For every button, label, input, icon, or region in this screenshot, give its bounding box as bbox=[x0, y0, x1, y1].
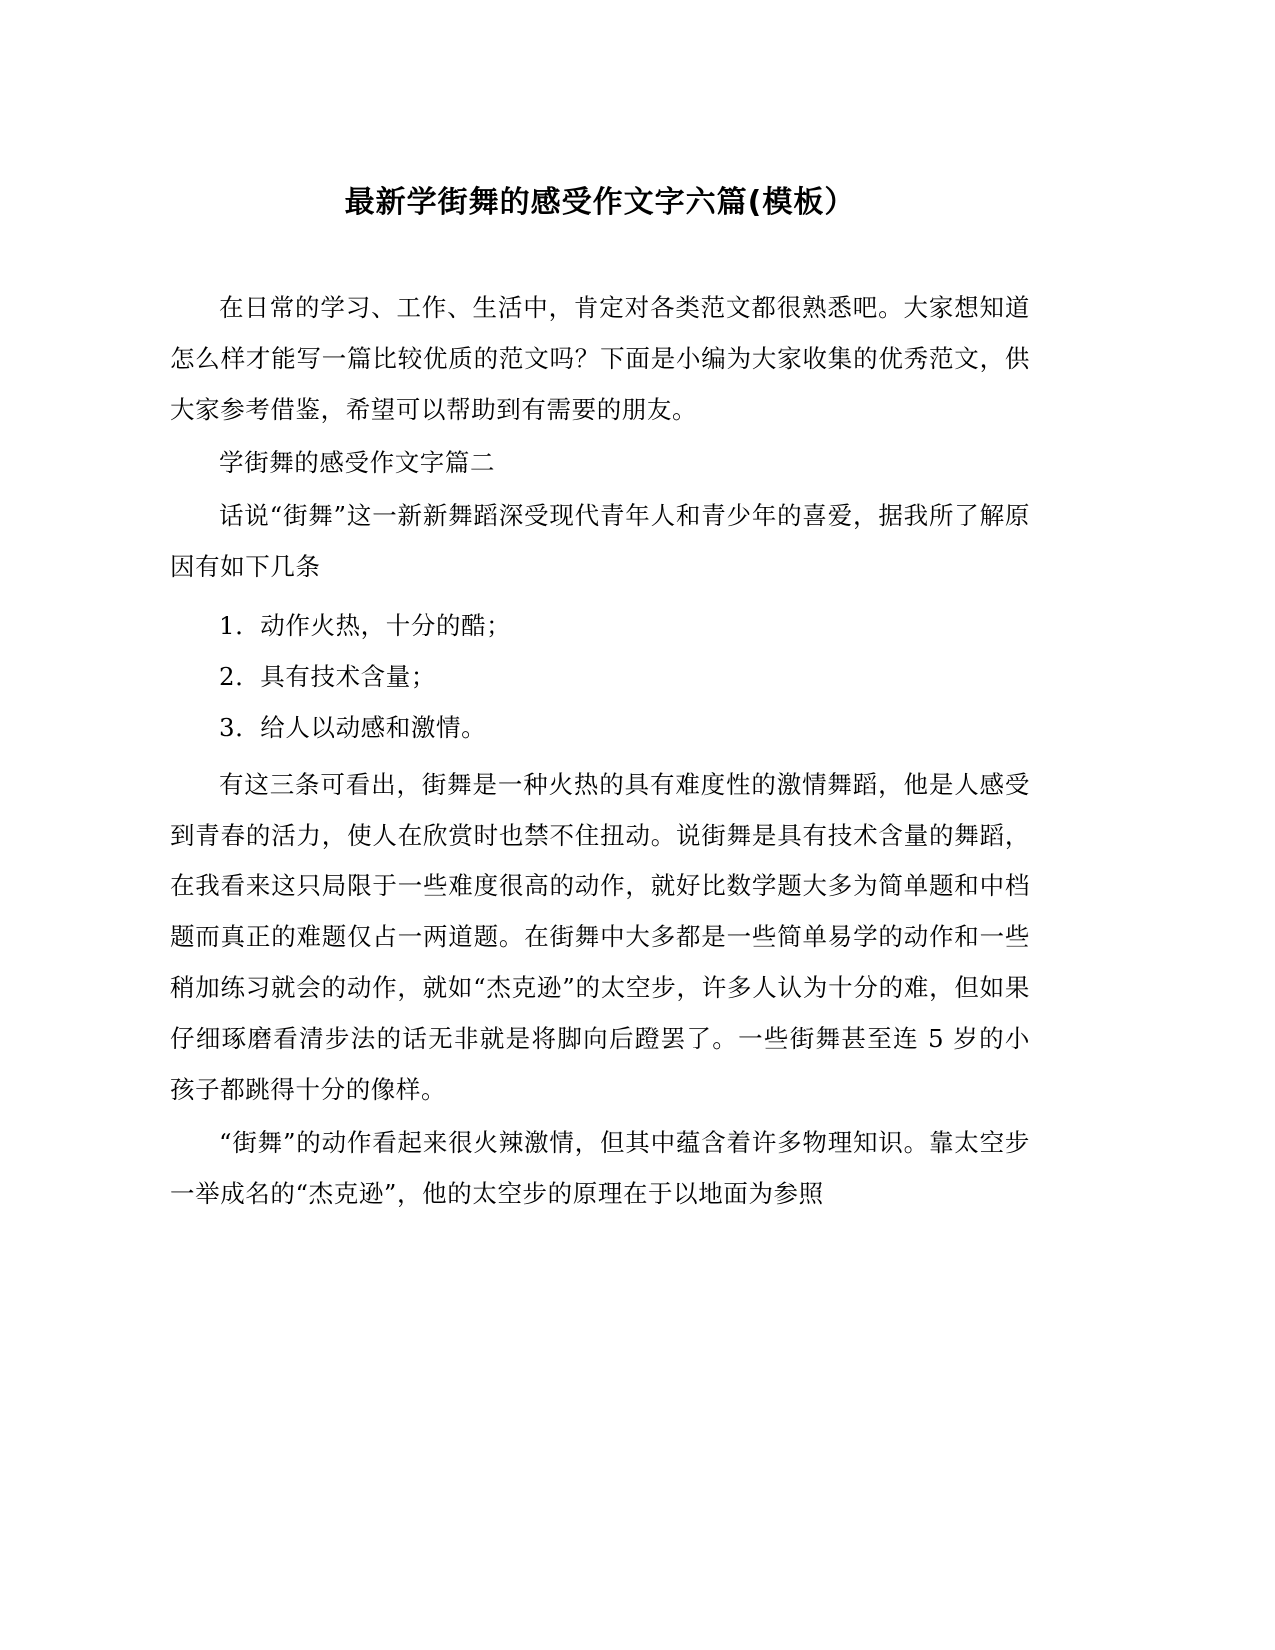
page-title: 最新学街舞的感受作文字六篇(模板） bbox=[344, 185, 856, 220]
section-heading: 学街舞的感受作文字篇二 bbox=[219, 447, 496, 477]
document-body bbox=[170, 180, 1030, 1222]
paragraph-body-3: “街舞”的动作看起来很火辣激情，但其中蕴含着许多物理知识。靠太空步一举成名的“杰克逊”，他的太空步的原理在于以地面为参照 bbox=[170, 1128, 1030, 1209]
list-item: 2．具有技术含量； bbox=[219, 661, 436, 691]
paragraph-body-1: 话说“街舞”这一新新舞蹈深受现代青年人和青少年的喜爱，据我所了解原因有如下几条 bbox=[170, 500, 1030, 581]
paragraph-body-2: 有这三条可看出，街舞是一种火热的具有难度性的激情舞蹈，他是人感受到青春的活力，使人在欣赏时也禁不住扭动。说街舞是具有技术含量的舞蹈，在我看来这只局限于一些难度很高的动作，就好比数学题大多为简单题和中档题而真正的难题仅占一两道题。在街舞中大多都是一些简单易学的动作和一些稍加练习就会的动作，就如“杰克逊”的太空步，许多人认为十分的难，但如果仔细琢磨看清步法的话无非就是将脚向后蹬罢了。一些街舞甚至连 5 岁的小孩子都跳得十分的像样。 bbox=[170, 769, 1030, 1105]
list-item: 1．动作火热，十分的酷； bbox=[219, 610, 512, 640]
list-item: 3．给人以动感和激情。 bbox=[219, 712, 487, 742]
paragraph-intro: 在日常的学习、工作、生活中，肯定对各类范文都很熟悉吧。大家想知道怎么样才能写一篇比较优质的范文吗？下面是小编为大家收集的优秀范文，供大家参考借鉴，希望可以帮助到有需要的朋友。 bbox=[170, 293, 1030, 424]
